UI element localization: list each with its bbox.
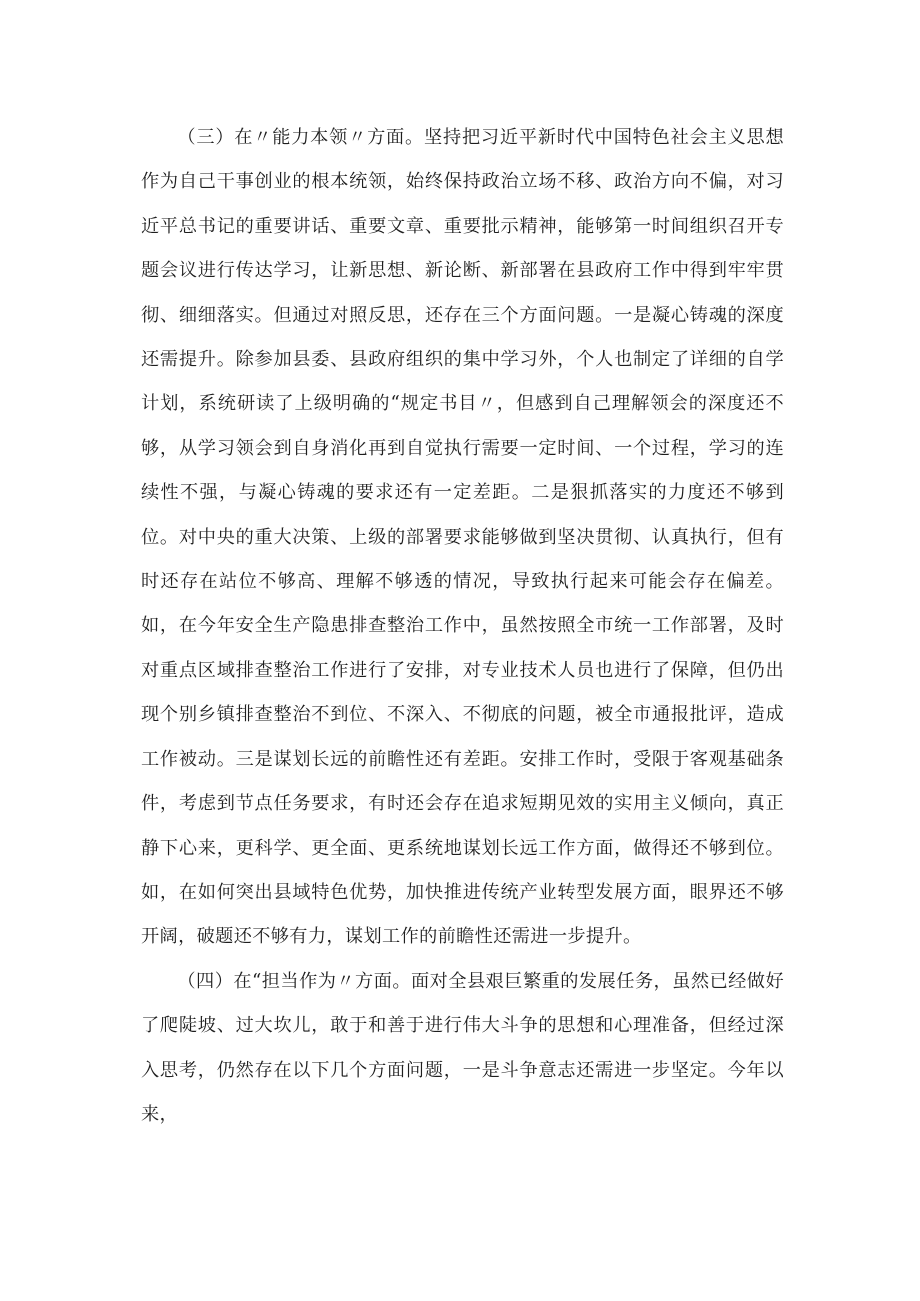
document-body bbox=[141, 116, 784, 1137]
paragraph-ability: （三）在〃能力本领〃方面。坚持把习近平新时代中国特色社会主义思想作为自己干事创业的根本统领，始终保持政治立场不移、政治方向不偏，对习近平总书记的重要讲话、重要文章、重要批示精神，能够第一时间组织召开专题会议进行传达学习，让新思想、新论断、新部署在县政府工作中得到牢牢贯彻、细细落实。但通过对照反思，还存在三个方面问题。一是凝心铸魂的深度还需提升。除参加县委、县政府组织的集中学习外，个人也制定了详细的自学计划，系统研读了上级明确的“规定书目〃，但感到自己理解领会的深度还不够，从学习领会到自身消化再到自觉执行需要一定时间、一个过程，学习的连续性不强，与凝心铸魂的要求还有一定差距。二是狠抓落实的力度还不够到位。对中央的重大决策、上级的部署要求能够做到坚决贯彻、认真执行，但有时还存在站位不够高、理解不够透的情况，导致执行起来可能会存在偏差。如，在今年安全生产隐患排查整治工作中，虽然按照全市统一工作部署，及时对重点区域排查整治工作进行了安排，对专业技术人员也进行了保障，但仍出现个别乡镇排查整治不到位、不深入、不彻底的问题，被全市通报批评，造成工作被动。三是谋划长远的前瞻性还有差距。安排工作时，受限于客观基础条件，考虑到节点任务要求，有时还会存在追求短期见效的实用主义倾向，真正静下心来，更科学、更全面、更系统地谋划长远工作方面，做得还不够到位。如，在如何突出县域特色优势，加快推进传统产业转型发展方面，眼界还不够开阔，破题还不够有力，谋划工作的前瞻性还需进一步提升。 bbox=[141, 127, 784, 948]
paragraph-responsibility: （四）在“担当作为〃方面。面对全县艰巨繁重的发展任务，虽然已经做好了爬陡坡、过大坎儿，敢于和善于进行伟大斗争的思想和心理准备，但经过深入思考，仍然存在以下几个方面问题，一是斗争意志还需进一步坚定。今年以来， bbox=[141, 970, 784, 1125]
